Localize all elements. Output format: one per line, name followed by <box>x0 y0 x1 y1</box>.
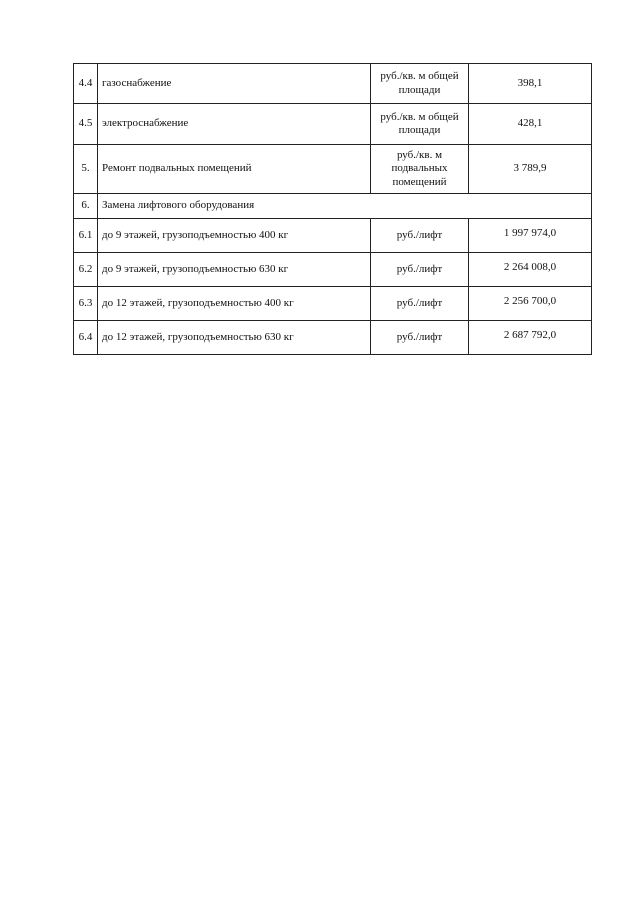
cost-value: 398,1 <box>469 64 592 104</box>
cost-value: 2 256 700,0 <box>469 287 592 321</box>
table-row <box>74 145 592 194</box>
table-row <box>74 104 592 145</box>
unit-of-measure: руб./кв. м общей площади <box>371 64 469 104</box>
row-number: 6.2 <box>74 253 98 287</box>
row-number: 6.4 <box>74 321 98 355</box>
unit-of-measure: руб./лифт <box>371 253 469 287</box>
row-number: 5. <box>74 145 98 194</box>
rates-table <box>73 63 592 355</box>
work-name: электроснабжение <box>98 104 371 145</box>
table-row <box>74 253 592 287</box>
row-number: 6. <box>74 194 98 219</box>
row-number: 6.1 <box>74 219 98 253</box>
cost-value: 3 789,9 <box>469 145 592 194</box>
unit-of-measure: руб./лифт <box>371 321 469 355</box>
work-name: до 9 этажей, грузоподъемностью 400 кг <box>98 219 371 253</box>
cost-value: 428,1 <box>469 104 592 145</box>
unit-of-measure: руб./лифт <box>371 287 469 321</box>
work-name: до 12 этажей, грузоподъемностью 630 кг <box>98 321 371 355</box>
cost-value: 2 687 792,0 <box>469 321 592 355</box>
work-name: газоснабжение <box>98 64 371 104</box>
section-title: Замена лифтового оборудования <box>98 194 592 219</box>
table-row <box>74 287 592 321</box>
row-number: 6.3 <box>74 287 98 321</box>
cost-value: 1 997 974,0 <box>469 219 592 253</box>
unit-of-measure: руб./лифт <box>371 219 469 253</box>
unit-of-measure: руб./кв. м подвальных помещений <box>371 145 469 194</box>
work-name: до 9 этажей, грузоподъемностью 630 кг <box>98 253 371 287</box>
work-name: до 12 этажей, грузоподъемностью 400 кг <box>98 287 371 321</box>
table-row <box>74 219 592 253</box>
section-row <box>74 194 592 219</box>
unit-of-measure: руб./кв. м общей площади <box>371 104 469 145</box>
table-row <box>74 321 592 355</box>
cost-value: 2 264 008,0 <box>469 253 592 287</box>
work-name: Ремонт подвальных помещений <box>98 145 371 194</box>
row-number: 4.4 <box>74 64 98 104</box>
row-number: 4.5 <box>74 104 98 145</box>
table-row <box>74 64 592 104</box>
